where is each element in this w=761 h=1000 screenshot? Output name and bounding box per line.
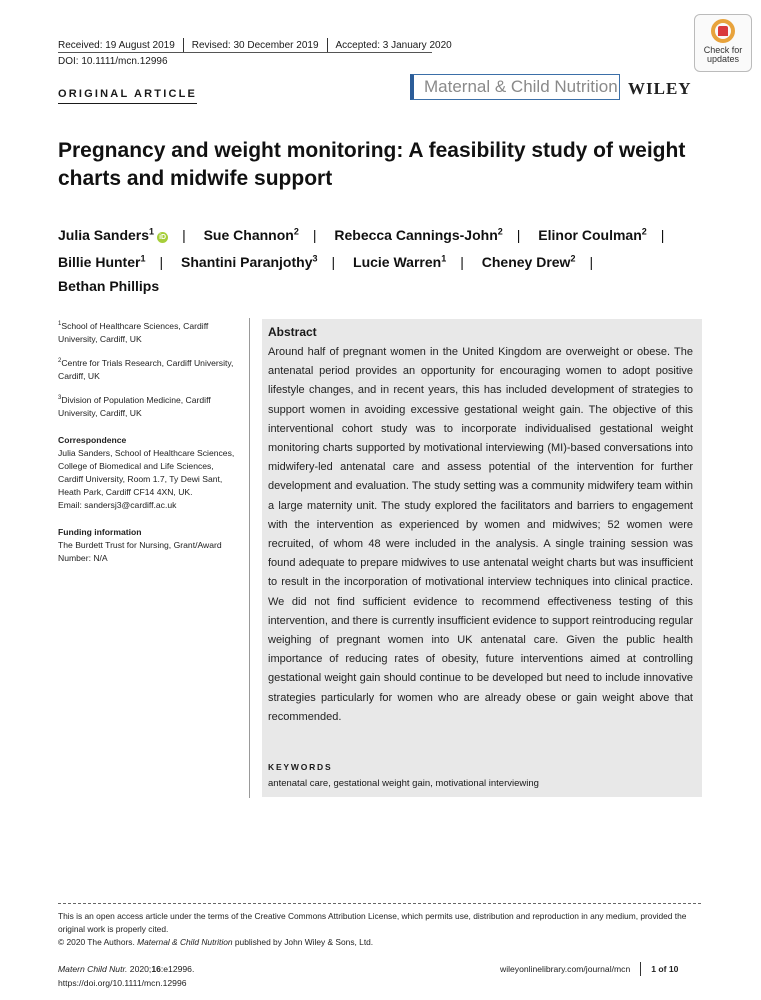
author[interactable]: Julia Sanders$^1$	[58, 226, 155, 243]
affiliation: $^1$School of Healthcare Sciences, Cardiff University, Cardiff, UK	[58, 320, 209, 344]
doi[interactable]: DOI: 10.1111/mcn.12996	[58, 56, 168, 67]
check-updates-icon	[711, 19, 735, 43]
copyright: © 2020 The Authors. Maternal & Child Nutrition published by John Wiley & Sons, Ltd.	[58, 937, 374, 947]
author-list: Julia Sanders$^1$iD | Sue Channon$^2$ | Rebecca Cannings-John$^2$ | Elinor Coulman$^2$ | Billie Hunter$^1$ | Shantini Paranjothy$^3$ | Lucie Warren$^1$ | Cheney Drew$^2$ | Bethan Phillips	[58, 226, 665, 295]
citation-journal: Matern Child Nutr.	[58, 964, 128, 974]
correspondence-address: Julia Sanders, School of Healthcare Sciences, College of Biomedical and Life Sciences, Cardiff University, Room 1.7, Ty Dewi Sant, Heath Park, Cardiff CF14 4XN, UK.	[58, 447, 235, 497]
column-divider	[249, 318, 250, 798]
author[interactable]: Lucie Warren$^1$	[353, 253, 447, 271]
journal-name[interactable]: Maternal & Child Nutrition	[424, 77, 618, 96]
citation-doi-link[interactable]: https://doi.org/10.1111/mcn.12996	[58, 978, 187, 988]
abstract-heading: Abstract	[268, 325, 317, 339]
author[interactable]: Elinor Coulman$^2$	[538, 226, 647, 243]
keywords-list: antenatal care, gestational weight gain, motivational interviewing	[268, 778, 539, 789]
history-dates	[58, 38, 452, 52]
author[interactable]: Billie Hunter$^1$	[58, 253, 146, 271]
author[interactable]: Sue Channon$^2$	[203, 226, 299, 243]
keywords-heading: KEYWORDS	[268, 762, 333, 772]
received-date: Received: 19 August 2019	[58, 39, 175, 51]
correspondence	[58, 434, 240, 512]
author[interactable]: Bethan Phillips	[58, 278, 160, 295]
funding-heading: Funding information	[58, 526, 142, 537]
publisher-logo[interactable]: WILEY	[628, 79, 692, 98]
orcid-icon[interactable]: iD	[159, 233, 167, 241]
citation: Matern Child Nutr. 2020;16:e12996. https://doi.org/10.1111/mcn.12996	[58, 964, 195, 988]
funding	[58, 526, 240, 565]
page-number: 1 of 10	[651, 964, 679, 974]
author[interactable]: Cheney Drew$^2$	[481, 253, 576, 271]
divider	[640, 962, 641, 976]
affiliation: $^3$Division of Population Medicine, Cardiff University, Cardiff, UK	[58, 394, 211, 418]
footer-right	[500, 962, 678, 976]
journal-site-link[interactable]: wileyonlinelibrary.com/journal/mcn	[500, 964, 631, 974]
check-updates-line2: updates	[706, 54, 740, 64]
abstract-text: Around half of pregnant women in the United Kingdom are overweight or obese. The antenatal period provides an opportunity for encouraging women to adopt positive lifestyle changes, and in recent years, this has included development of strategies to support women in avoiding excessive gestational weight gain. The objective of this interventional cohort study was to incorporate individualised gestational weight monitoring charts supported by motivational interviewing (MI)-based conversations into midwifery-led antenatal care and assess potential of the intervention for further development and evaluation. The study setting was a community midwifery team within a large maternity unit. The study explored the facilitators and barriers to engagement with the intervention as experienced by women and midwives; 52 women were recruited, of whom 48 were included in the analysis. A single training session was found adequate to prepare midwives to use antenatal weight charts but was insufficient to result in the incorporation of motivational interview techniques into clinical practice. We did not find sufficient evidence to recommend effectiveness testing of this intervention, and there is currently insufficient evidence to support reintroducing regular weighing of pregnant women into UK antenatal care. Given the public health importance of reducing rates of obesity, future interventions aimed at controlling gestational weight gain should continue to be developed but need to include innovative strategies particularly for women who are already obese or gain weight above that recommended.	[268, 346, 693, 723]
accepted-date: Accepted: 3 January 2020	[335, 39, 452, 51]
check-for-updates-badge[interactable]	[694, 14, 752, 72]
check-updates-line1: Check for	[703, 45, 743, 55]
license-text: This is an open access article under the terms of the Creative Commons Attribution License, which permits use, distribution and reproduction in any medium, provided the original work is properly cited.	[58, 911, 687, 934]
revised-date: Revised: 30 December 2019	[191, 39, 319, 51]
author[interactable]: Shantini Paranjothy$^3$	[181, 253, 318, 271]
divider	[327, 38, 328, 52]
correspondence-heading: Correspondence	[58, 434, 127, 445]
article-type: ORIGINAL ARTICLE	[58, 88, 197, 104]
divider	[183, 38, 184, 52]
article-title: Pregnancy and weight monitoring: A feasibility study of weight charts and midwife support	[58, 139, 686, 190]
license-notice	[58, 910, 701, 949]
funding-text: The Burdett Trust for Nursing, Grant/Award Number: N/A	[58, 539, 222, 563]
footer-dashed-rule	[58, 903, 701, 904]
header-rule	[58, 52, 432, 53]
article-info-column	[58, 318, 240, 574]
author[interactable]: Rebecca Cannings-John$^2$	[334, 226, 503, 243]
correspondence-email[interactable]: Email: sandersj3@cardiff.ac.uk	[58, 499, 177, 510]
affiliation: $^2$Centre for Trials Research, Cardiff University, Cardiff, UK	[58, 357, 234, 381]
